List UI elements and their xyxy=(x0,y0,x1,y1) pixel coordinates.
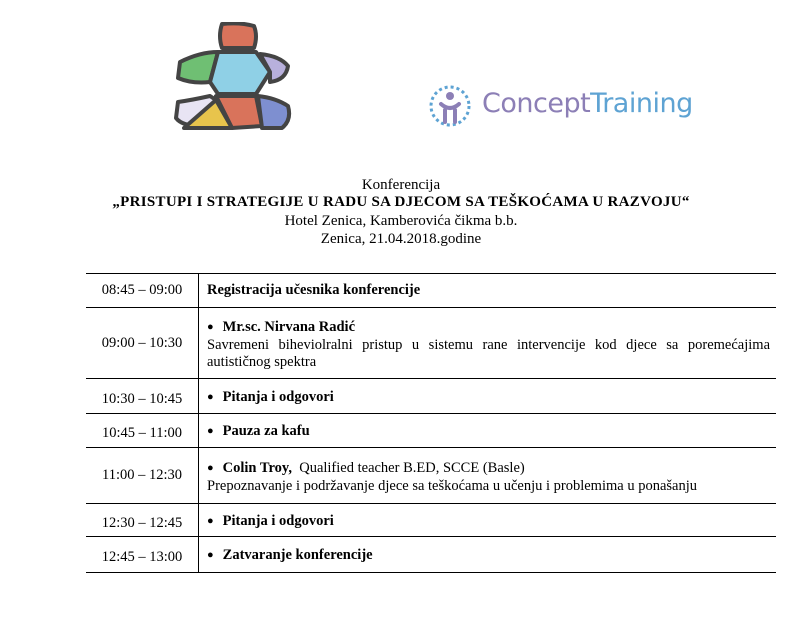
conference-label: Konferencija xyxy=(361,177,441,193)
activity-cell xyxy=(199,274,777,308)
conference-date: Zenica, 21.04.2018.godine xyxy=(320,231,482,247)
time-cell: 12:45 – 13:00 xyxy=(86,537,199,573)
concept-training-mark-icon xyxy=(428,82,472,130)
activity-cell xyxy=(199,308,777,379)
table-row xyxy=(86,308,776,379)
speaker-name: ● Mr.sc. Nirvana Radić xyxy=(207,319,355,335)
speaker-note: Qualified teacher B.ED, SCCE (Basle) xyxy=(299,459,525,476)
session-description: Savremeni biheviolralni pristup u sistemu rane intervencije kod djece sa poremećajima autističnog spektra xyxy=(207,336,770,370)
activity-title: ● Pitanja i odgovori xyxy=(207,513,334,529)
activity-cell xyxy=(199,379,777,414)
table-row xyxy=(86,504,776,537)
table-row xyxy=(86,448,776,504)
conference-title: „PRISTUPI I STRATEGIJE U RADU SA DJECOM SA TEŠKOĆAMA U RAZVOJU“ xyxy=(112,194,690,210)
activity-title: ● Pauza za kafu xyxy=(207,423,310,439)
activity-title: Registracija učesnika konferencije xyxy=(207,282,421,298)
time-cell: 10:45 – 11:00 xyxy=(86,414,199,448)
table-row xyxy=(86,537,776,573)
puzzle-logo xyxy=(170,22,294,132)
time-cell: 11:00 – 12:30 xyxy=(86,448,199,504)
concept-training-wordmark: ConceptTraining xyxy=(482,88,693,119)
table-row xyxy=(86,414,776,448)
schedule-table xyxy=(86,273,776,573)
table-row xyxy=(86,379,776,414)
time-cell: 09:00 – 10:30 xyxy=(86,308,199,379)
time-cell: 10:30 – 10:45 xyxy=(86,379,199,414)
time-cell: 12:30 – 12:45 xyxy=(86,504,199,537)
activity-cell xyxy=(199,414,777,448)
speaker-name: ● Colin Troy, xyxy=(207,460,292,476)
activity-cell xyxy=(199,448,777,504)
concept-training-logo xyxy=(428,82,698,132)
activity-title: ● Pitanja i odgovori xyxy=(207,389,334,405)
conference-venue: Hotel Zenica, Kamberovića čikma b.b. xyxy=(284,213,518,229)
table-row xyxy=(86,274,776,308)
time-cell: 08:45 – 09:00 xyxy=(86,274,199,308)
activity-cell xyxy=(199,504,777,537)
activity-title: ● Zatvaranje konferencije xyxy=(207,547,373,563)
session-description: Prepoznavanje i podržavanje djece sa teškoćama u učenju i problemima u ponašanju xyxy=(207,477,697,494)
activity-cell xyxy=(199,537,777,573)
